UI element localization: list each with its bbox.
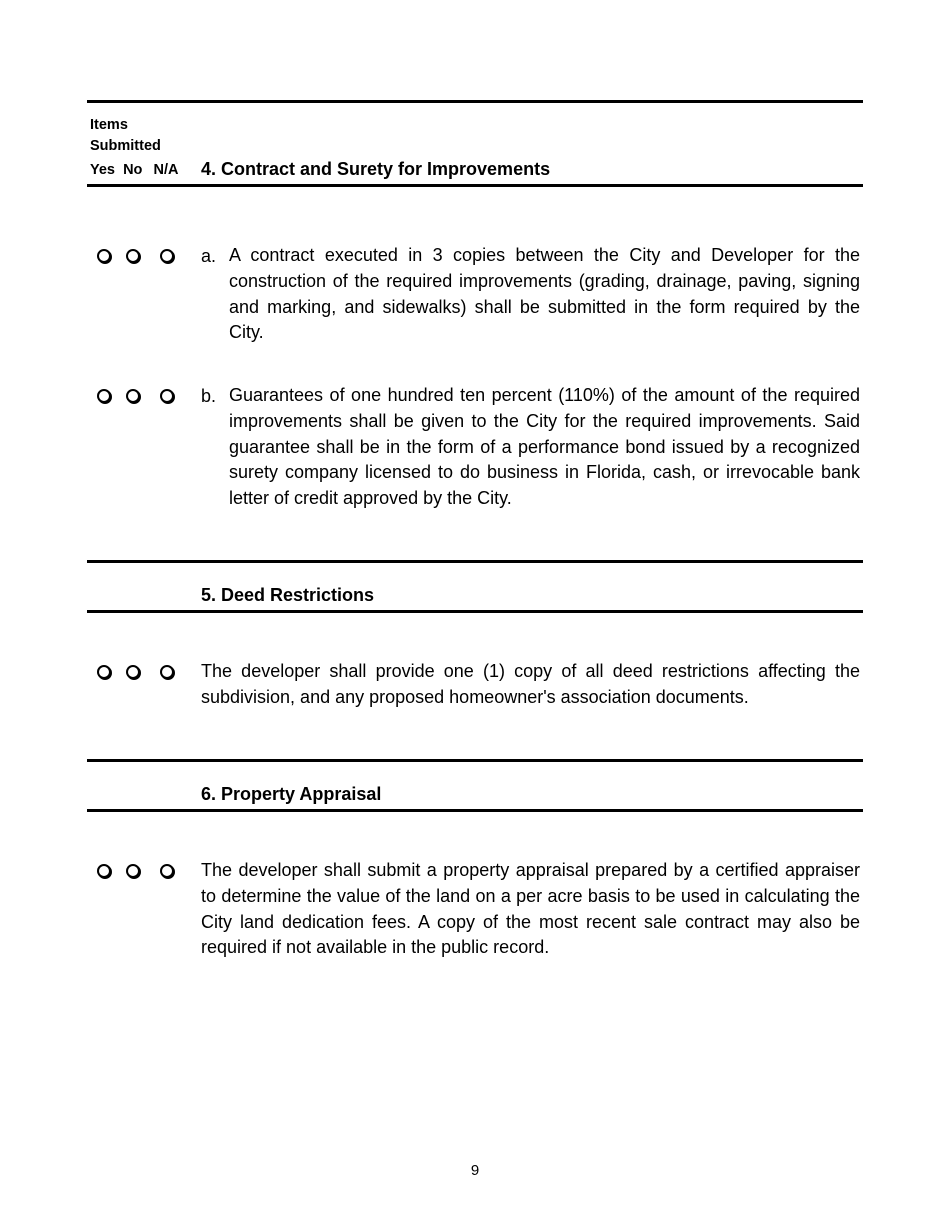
section-6-title: 6. Property Appraisal (201, 784, 382, 804)
item-4a-radio-group (97, 249, 181, 269)
item-4a-letter: a. (201, 246, 217, 266)
item-4a-na-radio[interactable] (160, 249, 174, 263)
section-6-text: The developer shall submit a property appraisal prepared by a certified appraiser to determine the value of the land on a per acre basis to be used in calculating the City land dedication fees. A copy of the most recent sale contract may also be required if not available in the public record. (201, 860, 860, 958)
item-4a-text: A contract executed in 3 copies between the City and Developer for the construction of the required improvements (grading, drainage, paving, signing and marking, and sidewalks) shall be submitted in the form required by the City. (229, 245, 860, 343)
na-label: N/A (153, 162, 179, 178)
section-5-no-radio[interactable] (126, 665, 140, 679)
item-4b-yes-radio[interactable] (97, 389, 111, 403)
section-6-yes-radio[interactable] (97, 864, 111, 878)
item-4b-no-radio[interactable] (126, 389, 140, 403)
item-4a-no-radio[interactable] (126, 249, 140, 263)
section-6-na-radio[interactable] (160, 864, 174, 878)
item-4b-radio-group (97, 389, 181, 409)
section-6-radio-group (97, 864, 181, 884)
item-4b-text: Guarantees of one hundred ten percent (110%) of the amount of the required improvements shall be given to the City for the required improvements. Said guarantee shall be in the form of a performance bond issued by a recognized surety company licensed to do business in Florida, cash, or irrevocable bank letter of credit approved by the City. (229, 385, 860, 509)
item-4b-na-radio[interactable] (160, 389, 174, 403)
no-label: No (123, 162, 143, 178)
section-5-text: The developer shall provide one (1) copy of all deed restrictions affecting the subdivision, and any proposed homeowner's association documents. (201, 661, 860, 707)
header-bottom-rule (87, 184, 863, 187)
header-top-rule (87, 100, 863, 103)
section-5-title: 5. Deed Restrictions (201, 585, 375, 605)
yes-no-na-labels (90, 161, 178, 179)
section-5-yes-radio[interactable] (97, 665, 111, 679)
page-number: 9 (470, 1162, 480, 1179)
section-4-title: 4. Contract and Surety for Improvements (201, 159, 551, 179)
section-6-top-rule (87, 759, 863, 762)
item-4a-yes-radio[interactable] (97, 249, 111, 263)
yes-label: Yes (90, 162, 115, 178)
item-4b-letter: b. (201, 386, 217, 406)
section-6-no-radio[interactable] (126, 864, 140, 878)
section-5-bottom-rule (87, 610, 863, 613)
section-5-top-rule (87, 560, 863, 563)
submitted-label: Submitted (90, 138, 161, 154)
items-label: Items (90, 117, 128, 133)
section-5-radio-group (97, 665, 181, 685)
section-6-bottom-rule (87, 809, 863, 812)
section-5-na-radio[interactable] (160, 665, 174, 679)
